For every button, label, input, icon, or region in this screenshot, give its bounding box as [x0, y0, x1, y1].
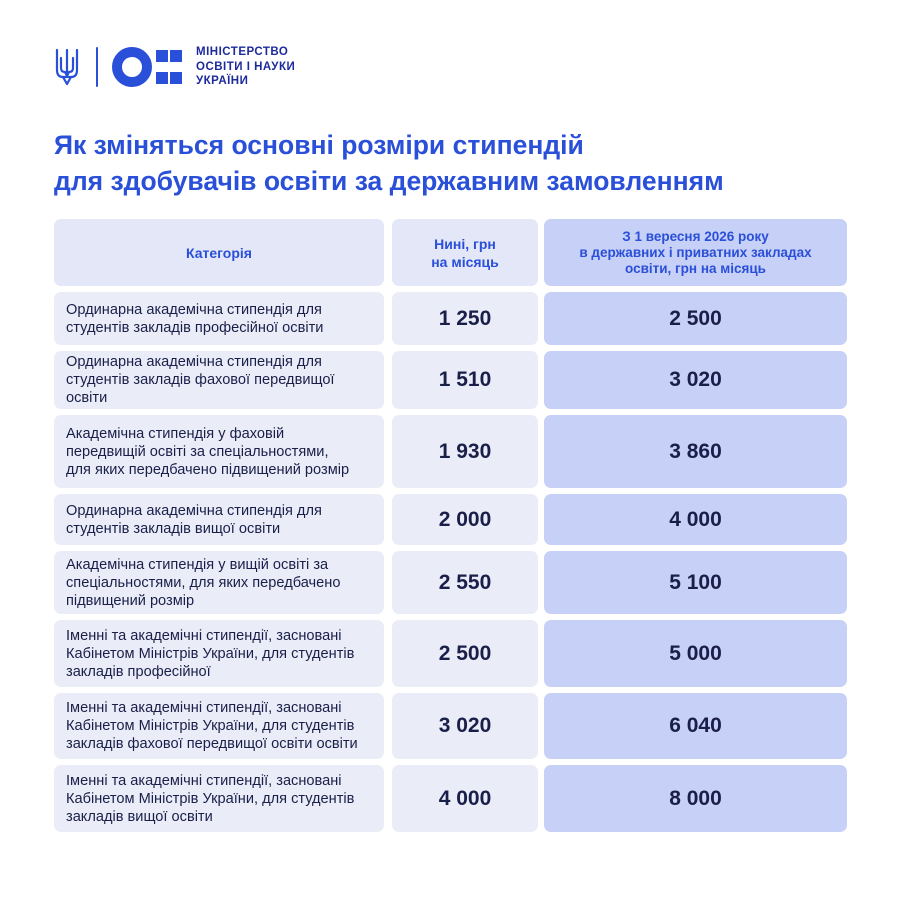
- row-new-value: 6 040: [544, 693, 847, 759]
- row-category: Ординарна академічна стипендія для студентів закладів професійної освіти: [54, 292, 384, 345]
- row-new-value: 3 860: [544, 415, 847, 488]
- row-now-value: 3 020: [392, 693, 538, 759]
- header-category: Категорія: [54, 219, 384, 286]
- table-row: [54, 551, 847, 614]
- row-category: Іменні та академічні стипендії, засновані Кабінетом Міністрів України, для студентів закладів професійної: [54, 620, 384, 687]
- row-category: Ординарна академічна стипендія для студентів закладів фахової передвищої освіти: [54, 351, 384, 409]
- row-category: Академічна стипендія у фаховій передвищій освіті за спеціальностями, для яких передбачено підвищений розмір: [54, 415, 384, 488]
- row-now-value: 2 000: [392, 494, 538, 545]
- table-row: [54, 415, 847, 488]
- header-now: Нині, грн на місяць: [392, 219, 538, 286]
- row-now-value: 1 930: [392, 415, 538, 488]
- scholarship-table: [54, 219, 847, 838]
- table-row: [54, 620, 847, 687]
- row-new-value: 3 020: [544, 351, 847, 409]
- ministry-name-line2: ОСВІТИ І НАУКИ: [196, 60, 296, 73]
- row-now-value: 2 550: [392, 551, 538, 614]
- mon-logo-icon: [112, 45, 184, 89]
- ministry-name-line3: УКРАЇНИ: [196, 75, 249, 88]
- row-now-value: 4 000: [392, 765, 538, 832]
- table-row: [54, 693, 847, 759]
- row-new-value: 4 000: [544, 494, 847, 545]
- table-row: [54, 765, 847, 832]
- row-new-value: 5 000: [544, 620, 847, 687]
- ministry-name: [196, 45, 295, 89]
- table-row: [54, 351, 847, 409]
- row-now-value: 1 250: [392, 292, 538, 345]
- row-new-value: 8 000: [544, 765, 847, 832]
- row-new-value: 5 100: [544, 551, 847, 614]
- table-row: [54, 292, 847, 345]
- page-title-line1: Як зміняться основні розміри стипендій: [54, 130, 584, 160]
- row-category: Академічна стипендія у вищій освіті за спеціальностями, для яких передбачено підвищений розмір: [54, 551, 384, 614]
- header-from-sept-2026: З 1 вересня 2026 року в державних і приватних закладах освіти, грн на місяць: [544, 219, 847, 286]
- table-row: [54, 494, 847, 545]
- row-now-value: 1 510: [392, 351, 538, 409]
- row-category: Іменні та академічні стипендії, засновані Кабінетом Міністрів України, для студентів закладів вищої освіти: [54, 765, 384, 832]
- ministry-name-line1: МІНІСТЕРСТВО: [196, 46, 289, 59]
- row-new-value: 2 500: [544, 292, 847, 345]
- page-title: [54, 127, 854, 199]
- header-divider: [96, 47, 98, 87]
- row-now-value: 2 500: [392, 620, 538, 687]
- row-category: Іменні та академічні стипендії, засновані Кабінетом Міністрів України, для студентів закладів фахової передвищої освіти освіти: [54, 693, 384, 759]
- trident-icon: [54, 46, 80, 88]
- header: [54, 44, 295, 90]
- row-category: Ординарна академічна стипендія для студентів закладів вищої освіти: [54, 494, 384, 545]
- table-header-row: [54, 219, 847, 286]
- page-title-line2: для здобувачів освіти за державним замовленням: [54, 166, 724, 196]
